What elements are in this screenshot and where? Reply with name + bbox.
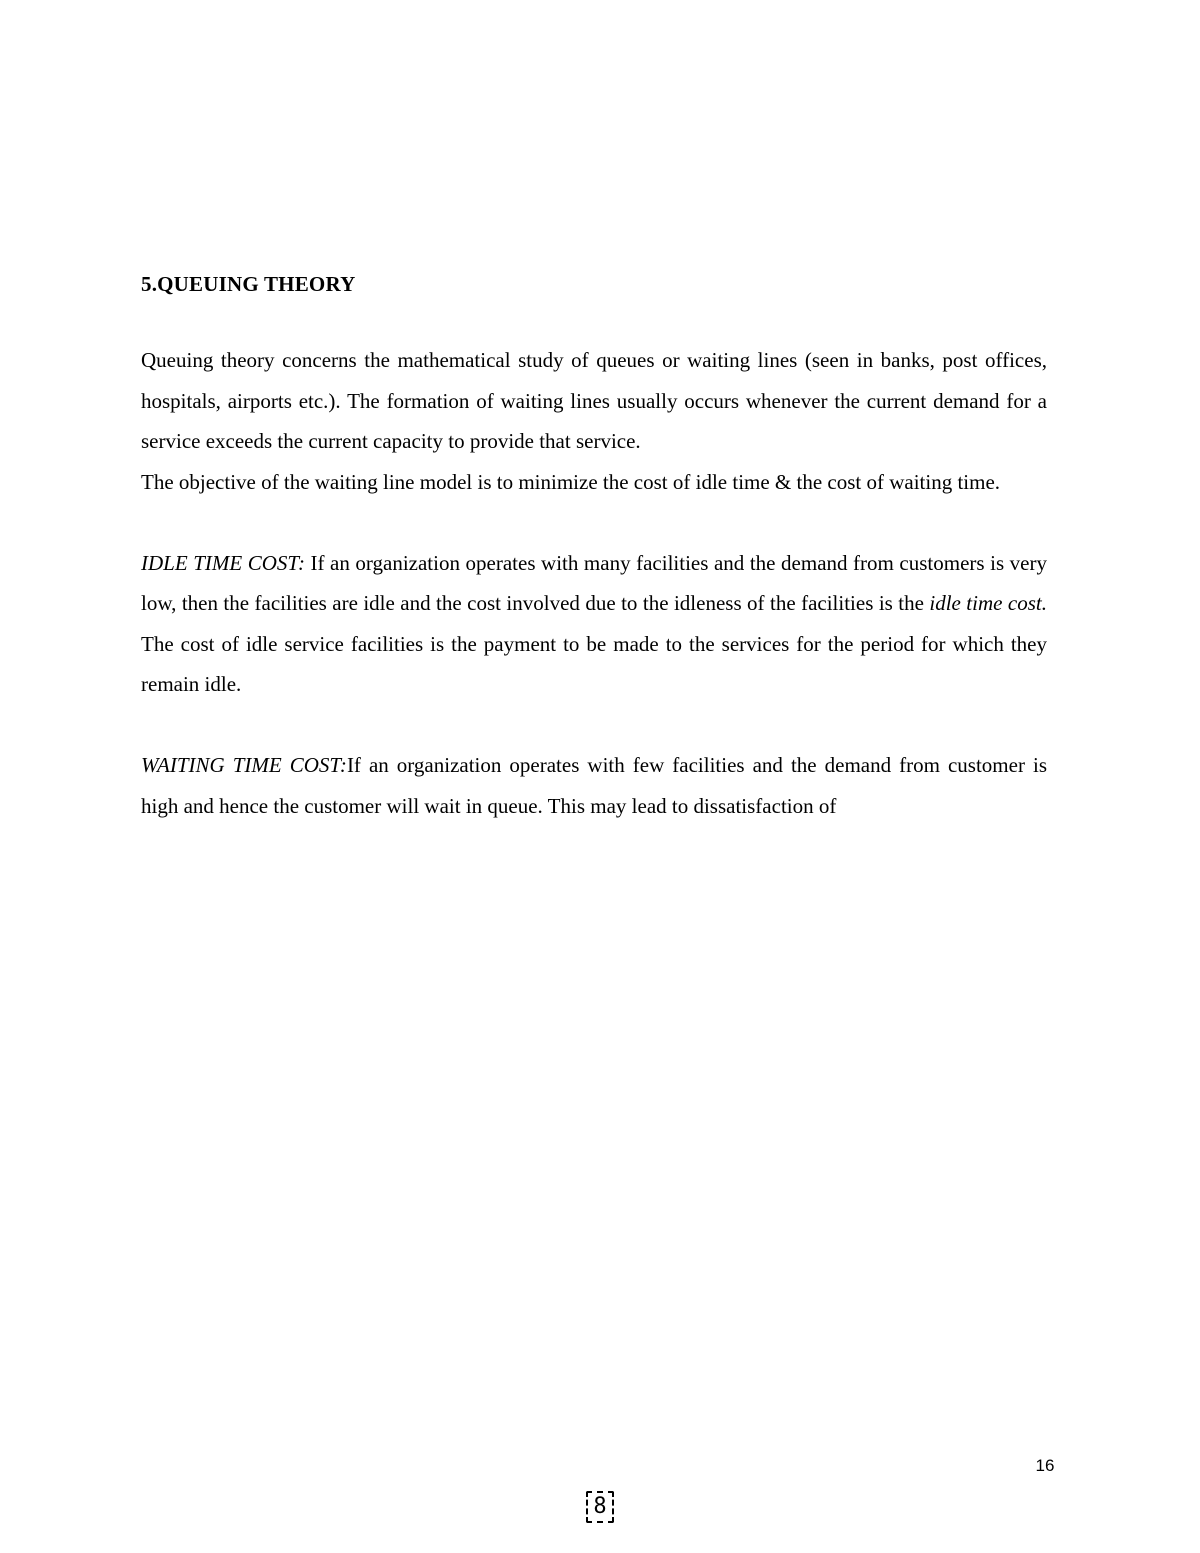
section-heading: 5.QUEUING THEORY xyxy=(141,272,356,296)
page-number: 16 xyxy=(1035,1456,1055,1475)
idle-time-cost-text: If an organization operates with many facilities and the demand from customers is very low, then the facilities are idle and the cost involved due to the idleness of the facilities is the xyxy=(141,550,1047,615)
page-content xyxy=(141,268,1047,826)
waiting-time-cost-label: WAITING TIME COST: xyxy=(141,753,347,777)
spacer xyxy=(141,502,1047,543)
idle-time-cost-text-end: The cost of idle service facilities is the payment to be made to the services for the period for which they remain idle. xyxy=(141,631,1047,696)
idle-time-cost-emphasis: idle time cost. xyxy=(929,591,1047,615)
idle-time-cost-label: IDLE TIME COST: xyxy=(141,550,305,575)
waiting-time-cost-text: If an organization operates with few facilities and the demand from customer is high and hence the customer will wait in queue. This may lead to dissatisfaction of xyxy=(141,753,1047,818)
footer-page-mark xyxy=(582,1489,618,1525)
objective-paragraph: The objective of the waiting line model is to minimize the cost of idle time & the cost of waiting time. xyxy=(141,469,1001,494)
idle-time-cost-paragraph xyxy=(141,543,1047,705)
footer-mark-digit: 8 xyxy=(586,1491,613,1523)
spacer xyxy=(141,705,1047,746)
waiting-time-cost-paragraph xyxy=(141,745,1047,826)
spacer xyxy=(141,300,1047,340)
intro-paragraph: Queuing theory concerns the mathematical study of queues or waiting lines (seen in banks, post offices, hospitals, airports etc.). The formation of waiting lines usually occurs whenever the current demand for a service exceeds the current capacity to provide that service. xyxy=(141,348,1047,453)
